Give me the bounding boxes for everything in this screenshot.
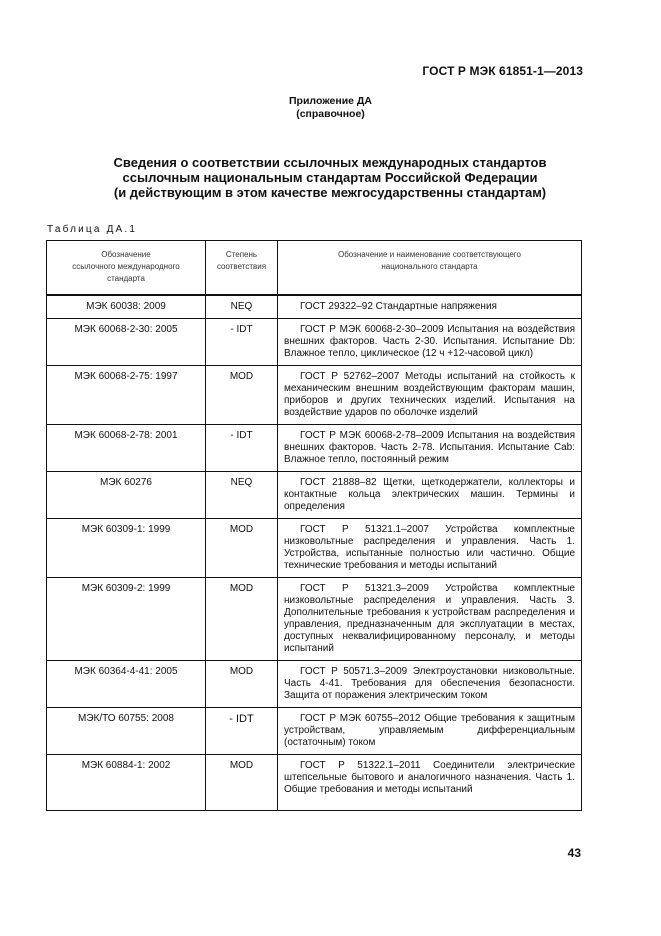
table-row — [47, 366, 582, 425]
cell-reference: МЭК 60364-4-41: 2005 — [47, 661, 206, 708]
annex-heading — [0, 95, 661, 121]
cell-degree: MOD — [206, 578, 278, 661]
cell-reference: МЭК/ТО 60755: 2008 — [47, 708, 206, 755]
annex-title: Приложение ДА — [289, 95, 372, 107]
cell-degree: - IDT — [206, 319, 278, 366]
header-international-standard — [47, 241, 206, 296]
table-row — [47, 708, 582, 755]
header-text: стандарта — [107, 274, 145, 283]
cell-degree: MOD — [206, 661, 278, 708]
cell-reference: МЭК 60038: 2009 — [47, 295, 206, 319]
cell-reference: МЭК 60884-1: 2002 — [47, 755, 206, 811]
table-row — [47, 295, 582, 319]
title-line-1: Сведения о соответствии ссылочных международных стандартов — [113, 155, 547, 170]
header-degree — [206, 241, 278, 296]
cell-national-standard: ГОСТ 29322–92 Стандартные напряжения — [278, 295, 582, 319]
section-title — [60, 155, 600, 200]
document-code: ГОСТ Р МЭК 61851-1—2013 — [422, 64, 583, 78]
cell-degree: MOD — [206, 755, 278, 811]
table-row — [47, 519, 582, 578]
table-row — [47, 425, 582, 472]
header-text: национального стандарта — [381, 262, 478, 271]
cell-degree: NEQ — [206, 472, 278, 519]
cell-reference: МЭК 60068-2-78: 2001 — [47, 425, 206, 472]
cell-national-standard: ГОСТ Р МЭК 60755–2012 Общие требования к защитным устройствам, управляемым дифференциальным (остаточным) током — [278, 708, 582, 755]
cell-national-standard: ГОСТ Р МЭК 60068-2-78–2009 Испытания на воздействия внешних факторов. Часть 2-78. Испытания. Испытание Cab: Влажное тепло, постоянный режим — [278, 425, 582, 472]
table-row — [47, 661, 582, 708]
cell-national-standard: ГОСТ Р 50571.3–2009 Электроустановки низковольтные. Часть 4-41. Требования для обеспечения безопасности. Защита от поражения электрическим током — [278, 661, 582, 708]
cell-national-standard: ГОСТ Р МЭК 60068-2-30–2009 Испытания на воздействия внешних факторов. Часть 2-30. Испытания. Испытание Db: Влажное тепло, циклическое (12 ч +12-часовой цикл) — [278, 319, 582, 366]
annex-subtitle: (справочное) — [296, 108, 365, 120]
page-number: 43 — [567, 846, 581, 860]
table-row — [47, 472, 582, 519]
cell-reference: МЭК 60068-2-30: 2005 — [47, 319, 206, 366]
header-national-standard — [278, 241, 582, 296]
cell-national-standard: ГОСТ Р 52762–2007 Методы испытаний на стойкость к механическим внешним воздействующим факторам машин, приборов и других технических изделий. Испытания на воздействие ударов по оболочке изделий — [278, 366, 582, 425]
title-line-3: (и действующим в этом качестве межгосударственны стандартам) — [113, 185, 547, 200]
cell-national-standard: ГОСТ 21888–82 Щетки, щеткодержатели, коллекторы и контактные кольца электрических машин. Термины и определения — [278, 472, 582, 519]
table-row — [47, 319, 582, 366]
cell-degree: MOD — [206, 519, 278, 578]
cell-national-standard: ГОСТ Р 51322.1–2011 Соединители электрические штепсельные бытового и аналогичного назначения. Часть 1. Общие требования и методы испытаний — [278, 755, 582, 811]
table-header-row — [47, 241, 582, 296]
cell-degree: MOD — [206, 366, 278, 425]
header-text: Обозначение — [101, 250, 151, 259]
cell-national-standard: ГОСТ Р 51321.3–2009 Устройства комплектные низковольтные распределения и управления. Часть 3. Дополнительные требования к устройствам распределения и управления, предназначенным для эксплуатации в местах, доступных неквалифицированному персоналу, и методы испытаний — [278, 578, 582, 661]
cell-degree: - IDT — [206, 708, 278, 755]
cell-reference: МЭК 60068-2-75: 1997 — [47, 366, 206, 425]
correspondence-table — [46, 240, 582, 811]
title-line-2: ссылочным национальным стандартам Российской Федерации — [122, 170, 538, 185]
cell-reference: МЭК 60276 — [47, 472, 206, 519]
header-text: соответствия — [216, 262, 267, 271]
header-text: Обозначение и наименование соответствующего — [338, 250, 521, 259]
table-row — [47, 755, 582, 811]
cell-reference: МЭК 60309-2: 1999 — [47, 578, 206, 661]
table-row — [47, 578, 582, 661]
cell-national-standard: ГОСТ Р 51321.1–2007 Устройства комплектные низковольтные распределения и управления. Часть 1. Устройства, испытанные полностью или частично. Общие технические требования и методы испытаний — [278, 519, 582, 578]
cell-degree: NEQ — [206, 295, 278, 319]
header-text: ссылочного международного — [72, 262, 180, 271]
table-label: Таблица ДА.1 — [47, 224, 138, 235]
cell-reference: МЭК 60309-1: 1999 — [47, 519, 206, 578]
header-text: Степень — [225, 250, 258, 259]
cell-degree: - IDT — [206, 425, 278, 472]
